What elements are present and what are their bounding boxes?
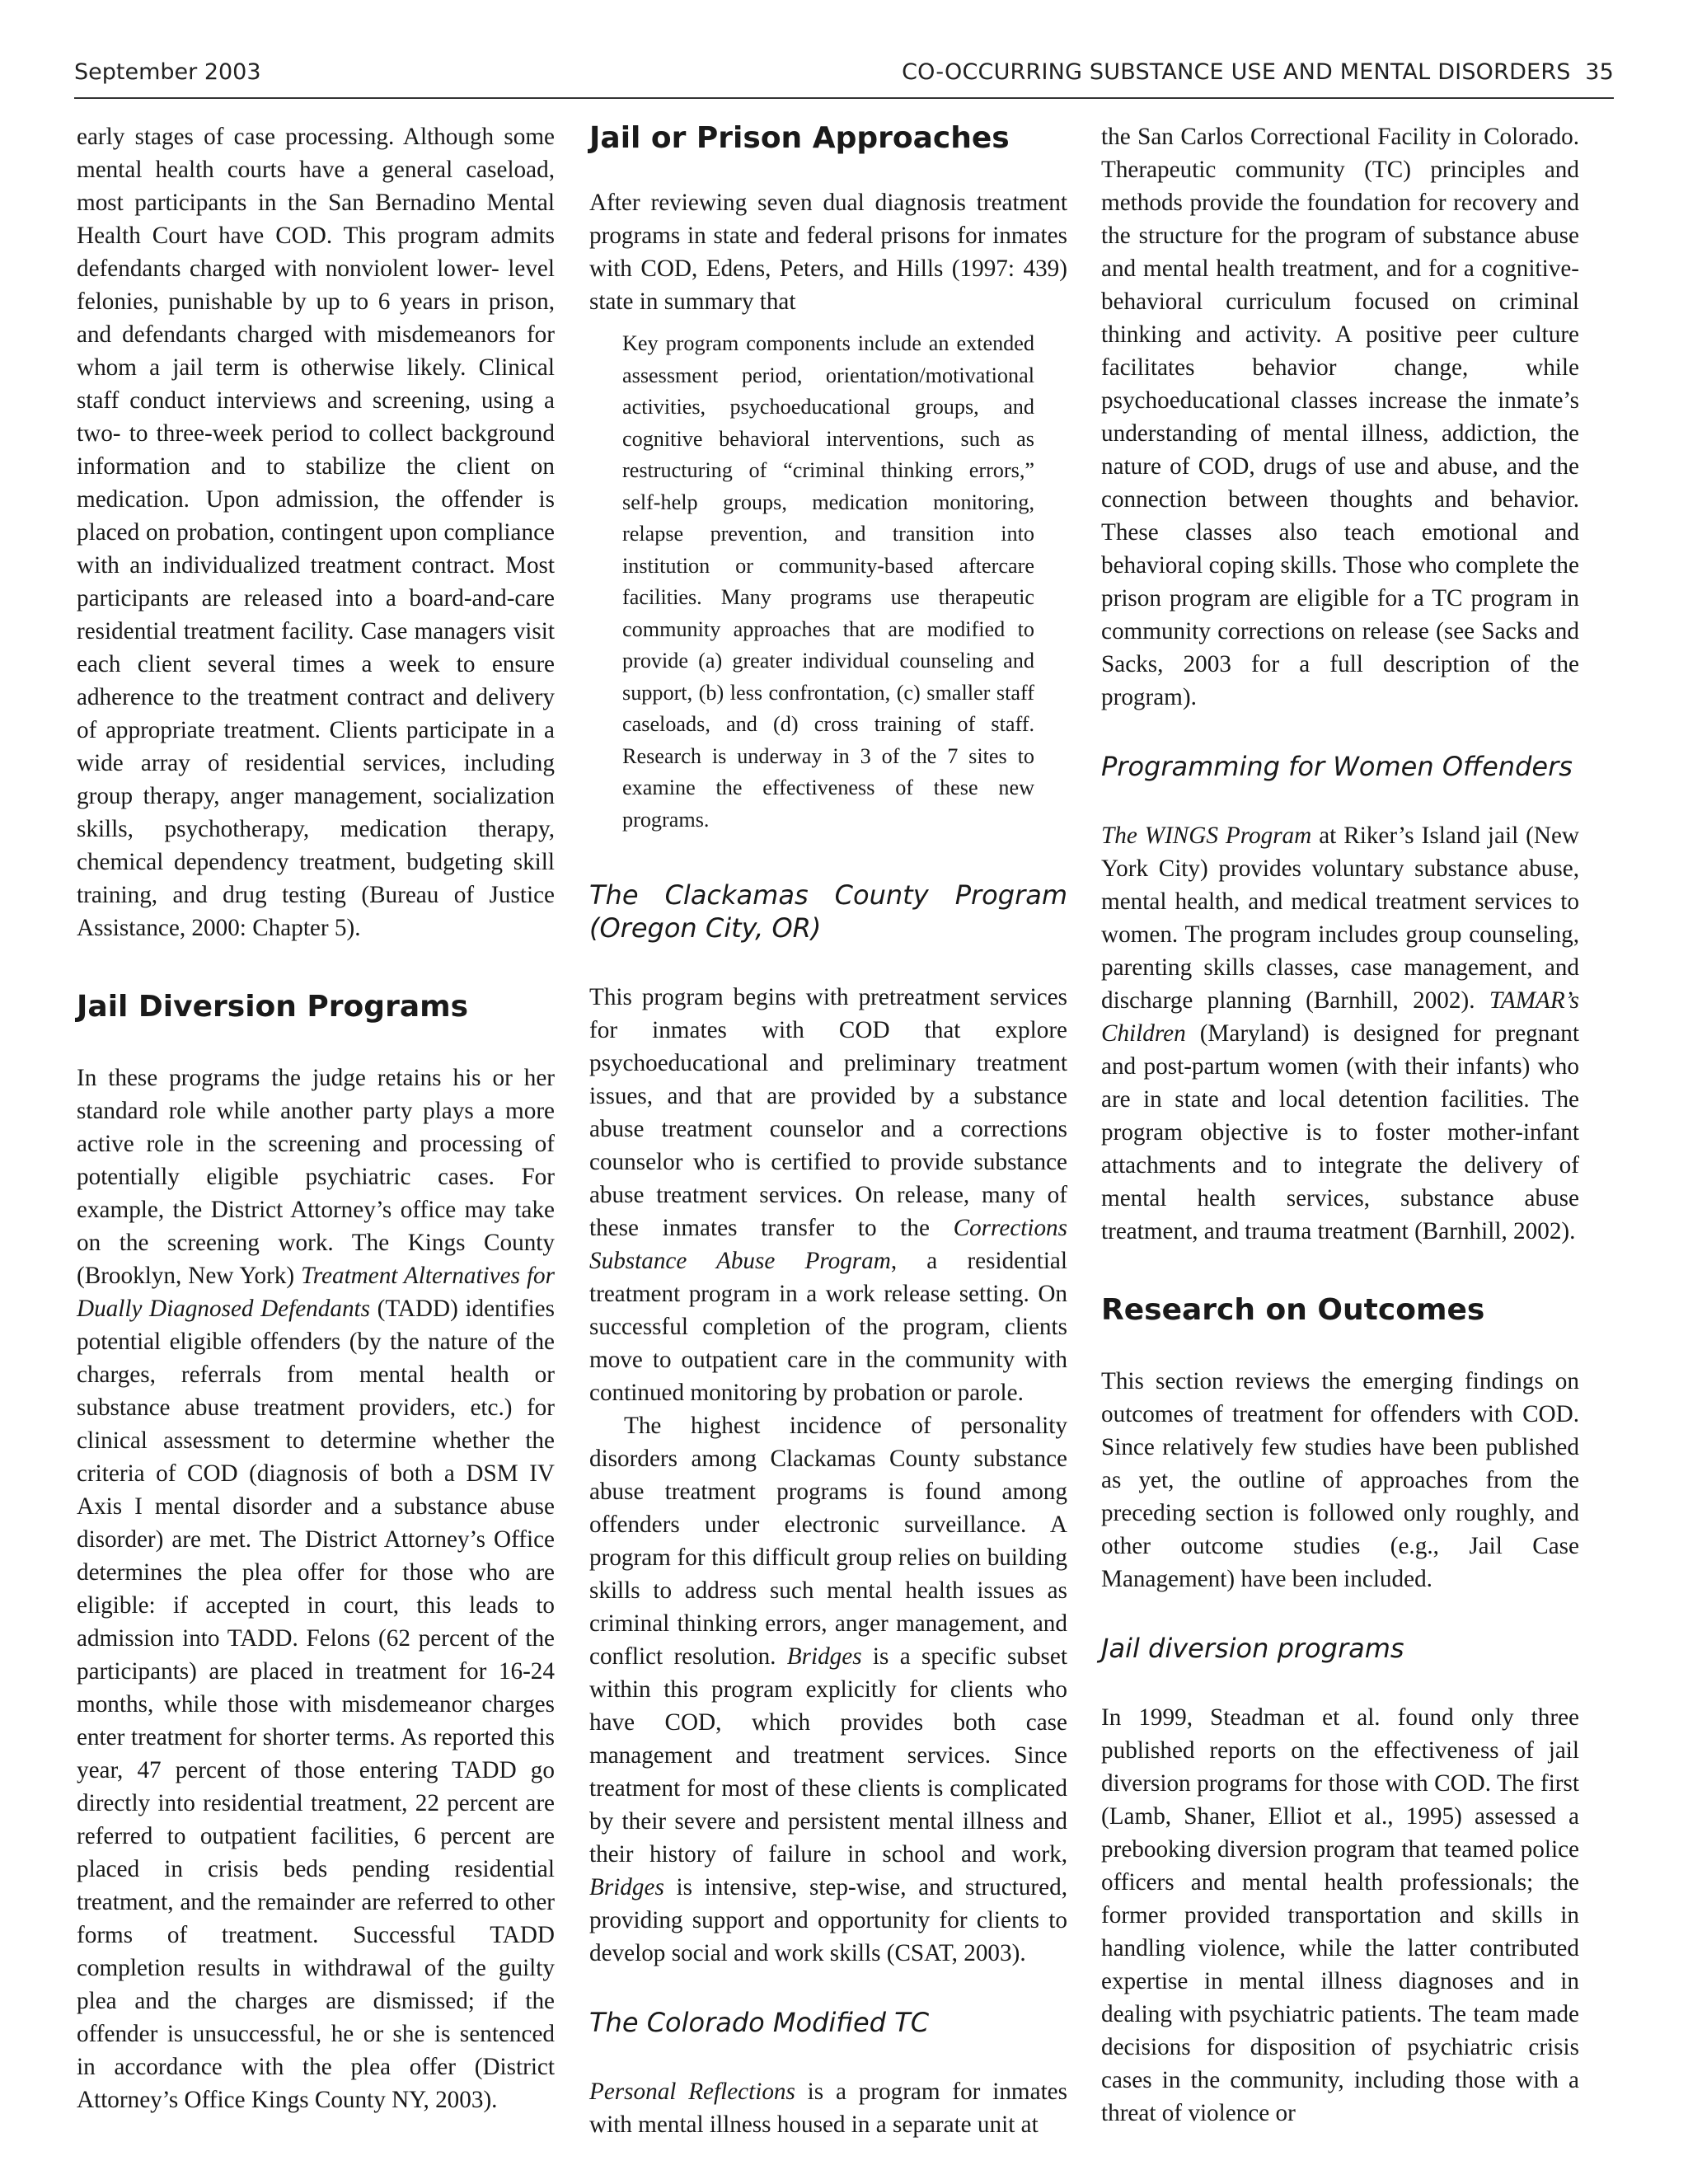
header-running-title: CO-OCCURRING SUBSTANCE USE AND MENTAL DISORDERS: [902, 59, 1571, 85]
paragraph-clackamas-pretreatment: This program begins with pretreatment services for inmates with COD that explore psychoeducational and preliminary treatment issues, and that are provided by a substance abuse treatment counselor and a corrections counselor who is certified to provide substance abuse treatment services. On release, many of these inmates transfer to the Corrections Substance Abuse Program, a residential treatment program in a work release setting. On successful completion of the program, clients move to outpatient care in the community with continued monitoring by probation or parole.: [589, 984, 1067, 1406]
header-date: September 2003: [74, 59, 261, 85]
heading-jail-diversion-programs-sub: Jail diversion programs: [1101, 1633, 1404, 1664]
page-number: 35: [1585, 59, 1614, 85]
header-title-and-page: [902, 59, 1614, 85]
paragraph-clackamas-personality: The highest incidence of personality disorders among Clackamas County substance abuse treatment programs is found among offenders under electronic surveillance. A program for this difficult group relies on building skills to address such mental health issues as criminal thinking errors, anger management, and conflict resolution. Bridges is a specific subset within this program explicitly for clients who have COD, which provides both case management and treatment services. Since treatment for most of these clients is complicated by their severe and persistent mental illness and their history of failure in school and work, Bridges is intensive, step-wise, and structured, providing support and opportunity for clients to develop social and work skills (CSAT, 2003).: [589, 1413, 1067, 1966]
running-header: [74, 58, 1614, 99]
block-quote-key-components: Key program components include an extended assessment period, orientation/motivational activities, psychoeducational groups, and cognitive behavioral interventions, such as restructuring of “criminal thinking errors,” self-help groups, medication monitoring, relapse prevention, and transition into institution or community-based aftercare facilities. Many programs use therapeutic community approaches that are modified to provide (a) greater individual counseling and support, (b) less confrontation, (c) smaller staff caseloads, and (d) cross training of staff. Research is underway in 3 of the 7 sites to examine the effectiveness of these new programs.: [622, 331, 1034, 832]
heading-colorado-modified-tc: The Colorado Modified TC: [589, 2007, 930, 2038]
paragraph-mental-health-court: early stages of case processing. Although some mental health courts have a general caseload, most participants in the San Bernadino Mental Health Court have COD. This program admits defendants charged with nonviolent lower- level felonies, punishable by up to 6 years in prison, and defendants charged with misdemeanors for whom a jail term is otherwise likely. Clinical staff conduct interviews and screening, using a two- to three-week period to collect background information and to stabilize the client on medication. Upon admission, the offender is placed on probation, contingent upon compliance with an individualized treatment contract. Most participants are released into a board-and-care residential treatment facility. Case managers visit each client several times a week to ensure adherence to the treatment contract and delivery of appropriate treatment. Clients participate in a wide array of residential services, including group therapy, anger management, socialization skills, psychotherapy, medication therapy, chemical dependency treatment, budgeting skill training, and drug testing (Bureau of Justice Assistance, 2000: Chapter 5).: [77, 124, 555, 941]
paragraph-research-outcomes: This section reviews the emerging findings on outcomes of treatment for offenders with COD. Since relatively few studies have been published as yet, the outline of approaches from the preceding section is followed only roughly, and other outcome studies (e.g., Jail Case Management) have been included.: [1101, 1368, 1579, 1592]
paragraph-reviewing-programs: After reviewing seven dual diagnosis treatment programs in state and federal prisons for inmates with COD, Edens, Peters, and Hills (1997: 439) state in summary that: [589, 190, 1067, 315]
paragraph-wings-program: The WINGS Program at Riker’s Island jail (New York City) provides voluntary substance abuse, mental health, and medical treatment services to women. The program includes group counseling, parenting skills classes, case management, and discharge planning (Barnhill, 2002). TAMAR’s Children (Maryland) is designed for pregnant and post-partum women (with their infants) who are in state and local detention facilities. The program objective is to foster mother-infant attachments and to integrate the delivery of mental health services, substance abuse treatment, and trauma treatment (Barnhill, 2002).: [1101, 823, 1580, 1244]
heading-jail-or-prison-approaches: Jail or Prison Approaches: [589, 121, 1010, 155]
column-3: [1101, 120, 1579, 2130]
heading-jail-diversion-programs: Jail Diversion Programs: [77, 990, 469, 1024]
column-2: [589, 120, 1067, 2141]
paragraph-jail-diversion: In these programs the judge retains his or her standard role while another party plays a more active role in the screening and processing of potentially eligible psychiatric cases. For example, the District Attorney’s office may take on the screening work. The Kings County (Brooklyn, New York) Treatment Alternatives for Dually Diagnosed Defendants (TADD) identifies potential eligible offenders (by the nature of the charges, referrals from mental health or substance abuse treatment providers, etc.) for clinical assessment to determine whether the criteria of COD (diagnosis of both a DSM IV Axis I mental disorder and a substance abuse disorder) are met. The District Attorney’s Office determines the plea offer for those who are eligible: if accepted in court, this leads to admission into TADD. Felons (62 percent of the participants) are placed in treatment for 16-24 months, while those with misdemeanor charges enter treatment for shorter terms. As reported this year, 47 percent of those entering TADD go directly into residential treatment, 22 percent are referred to outpatient facilities, 6 percent are placed in crisis beds pending residential treatment, and the remainder are referred to other forms of treatment. Successful TADD completion results in withdrawal of the guilty plea and the charges are dismissed; if the offender is unsuccessful, he or she is sentenced in accordance with the plea offer (District Attorney’s Office Kings County NY, 2003).: [77, 1065, 556, 2113]
heading-programming-women-offenders: Programming for Women Offenders: [1101, 751, 1573, 782]
paragraph-personal-reflections: Personal Reflections is a program for inmates with mental illness housed in a separate unit at: [589, 2079, 1067, 2138]
paragraph-steadman: In 1999, Steadman et al. found only three published reports on the effectiveness of jail diversion programs for those with COD. The first (Lamb, Shaner, Elliot et al., 1995) assessed a prebooking diversion program that teamed police officers and mental health professionals; the former provided transportation and skills in handling violence, while the latter contributed expertise in mental illness diagnoses and in dealing with psychiatric patients. The team made decisions for disposition of psychiatric crisis cases in the community, including those with a threat of violence or: [1101, 1704, 1579, 2126]
heading-research-on-outcomes: Research on Outcomes: [1101, 1293, 1485, 1327]
paragraph-san-carlos: the San Carlos Correctional Facility in Colorado. Therapeutic community (TC) principles and methods provide the foundation for recovery and the structure for the program of substance abuse and mental health treatment, and for a cognitive-behavioral curriculum focused on criminal thinking and activity. A positive peer culture facilitates behavior change, while psychoeducational classes increase the inmate’s understanding of mental illness, addiction, the nature of COD, drugs of use and abuse, and the connection between thoughts and behavior. These classes also teach emotional and behavioral coping skills. Those who complete the prison program are eligible for a TC program in community corrections on release (see Sacks and Sacks, 2003 for a full description of the program).: [1101, 124, 1579, 710]
heading-clackamas-county-program: The Clackamas County Program (Oregon City, OR): [589, 879, 1067, 944]
column-1: [77, 120, 555, 2116]
